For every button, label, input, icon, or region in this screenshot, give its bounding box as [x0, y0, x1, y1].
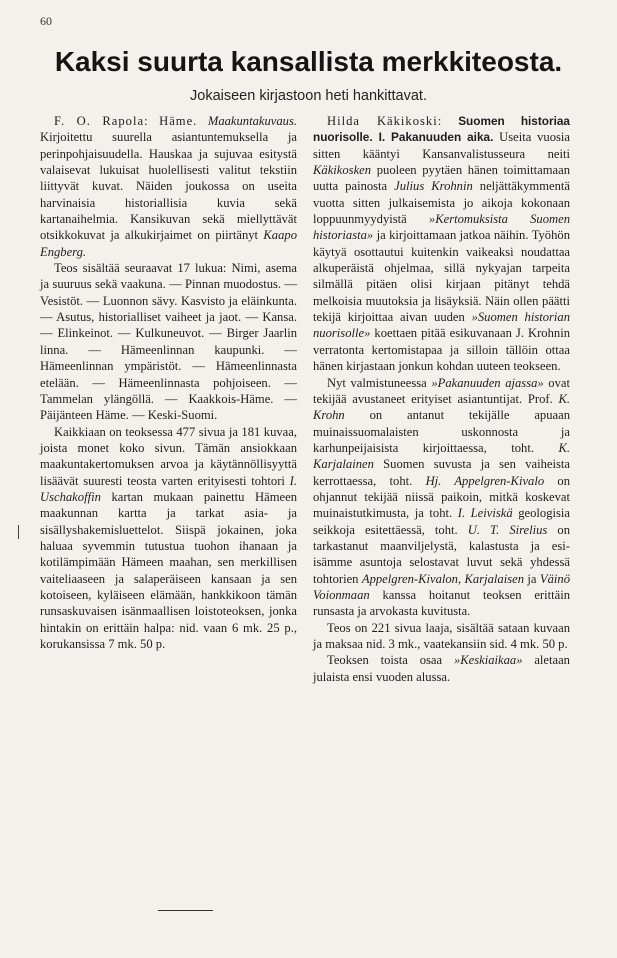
page-number: 60 [40, 14, 52, 28]
rapola-book-description [40, 113, 297, 260]
body-text: Suomen suvusta ja sen vaiheista kerrottaessa, toht. [313, 457, 570, 488]
kakikoski-book-description [313, 113, 570, 375]
body-text: on tarkastanut maanviljelystä, kalastusta ja esi-isämme asuntoja selostavat luvut sekä yhdessä tohtorien [313, 522, 571, 586]
person-name: I. Leiviskä [457, 506, 513, 521]
book-title: Häme. [159, 114, 198, 128]
body-text: ovat tekijää avustaneet erityiset asiantuntijat. Prof. [313, 375, 570, 406]
person-name: U. T. Sirelius [467, 522, 548, 537]
contributors-paragraph [313, 375, 570, 620]
body-text: Teoksen toista osaa [327, 653, 454, 668]
person-name: I. Uschakoffin [40, 473, 297, 504]
next-volume-paragraph [313, 652, 570, 685]
body-text: aletaan julaista ensi vuoden alussa. [313, 653, 570, 684]
book-title: Suomen historiaa nuorisolle. I. Pakanuuden aika. [313, 114, 570, 145]
body-text: Kirjoitettu suurella asiantuntemuksella ja perinpohjaisuudella. Hauskaa ja sujuvaa esitystä valaisevat lukuisat huolellisesti valitut tekstiin liittyvät kuvat. Näiden joukossa on useita harvinaisia historiallisia kuvia sekä kartanaihelmia. Kansikuvan sekä miellyttävät otsikkokuvat ja alkukirjaimet on piirtänyt [40, 130, 297, 243]
body-text: Useita vuosia sitten kääntyi Kansanvalistusseura neiti [313, 130, 570, 161]
author-name: F. O. Rapola: [54, 114, 149, 128]
work-title: »Kertomuksista Suomen historiasta» [313, 212, 570, 243]
work-title: »Keskiaikaa» [453, 653, 523, 668]
body-text: on ohjannut tekijää niissä paikoin, mitkä koskevat muinaistutkimusta, ja toht. [313, 473, 571, 521]
person-name: K. Karjalainen [313, 440, 570, 472]
person-name: Väinö Voionmaan [313, 571, 571, 602]
body-text: geologisia seikkoja esitettäessä, toht. [313, 506, 570, 537]
rapola-summary [40, 424, 297, 653]
article-subtitle: Jokaiseen kirjastoon heti hankittavat. [190, 88, 427, 104]
right-column [313, 113, 570, 685]
article-title: Kaksi suurta kansallista merkkiteosta. [54, 46, 563, 77]
section-divider [158, 910, 213, 911]
person-name: Käkikosken [313, 163, 372, 178]
body-text: Kaikkiaan on teoksessa 477 sivua ja 181 kuvaa, joista monet koko sivun. Tämän ansiokkaan maakuntakertomuksen arvoa ja käytännöllisyyttä lisäävät suuresti teosta varten erityisesti tohtori [40, 424, 297, 488]
body-text: ja [524, 571, 540, 586]
person-name: Appelgren-Kivalon, Karjalaisen [361, 571, 524, 586]
book-series: Maakuntakuvaus. [207, 114, 298, 128]
body-text: ja kirjoittamaan jatkoa näihin. Työhön käytyä osottautui kuitenkin vaikeaksi noudattaa alkuperäistä ohjelmaa, sillä nykyajan tarpeita silmällä pitäen olisi kirjaan pitänyt tehdä melkoisia muutoksia ja lisäyksiä. Näin ollen päätti tekijä kirjoittaa aivan uuden [313, 228, 570, 325]
left-column [40, 113, 297, 652]
body-text: Nyt valmistuneessa [327, 375, 432, 390]
author-name: Hilda Käkikoski: [327, 114, 443, 128]
body-text: neljättäkymmentä vuotta sitten julkaisemista jo aikoja kokonaan loppuunmyydyistä [313, 179, 570, 227]
body-text: koettaen pitää esikuvanaan J. Krohnin verratonta kertomistapaa ja silloin tällöin ottaa hänen kirjastaan jonkun kohdan uuteen teokseen. [313, 326, 570, 374]
body-text: kanssa hoitanut teoksen erittäin runsasta ja arvokasta kuvitusta. [313, 587, 570, 619]
work-title: »Suomen historian nuorisolle» [313, 310, 571, 341]
person-name: Julius Krohnin [394, 179, 473, 194]
work-title: »Pakanuuden ajassa» [431, 375, 544, 390]
body-text: kartan mukaan painettu Hämeen maakunnan kartta ja tarkat asia- ja sisällyshakemisluettelot. Siispä jokainen, joka haluaa syvemmin tutustua tuohon ihanaan ja kotilämpimään Hämeen maahan, sen merkillisen vaiteliaaseen ja salaperäiseen kansaan ja sen kotoiseen, kyläiseen elämään, hankkikoon tämän runsaskuvaisen isänmaallisen loistoteoksen, jonka hintakin on erittäin halpa: nid. vaan 6 mk. 25 p., korukansissa 7 mk. 50 p. [40, 489, 297, 651]
margin-mark [18, 525, 19, 539]
body-text: on antanut tekijälle apuaan muinaissuomalaisten uskonnosta ja karhunpeijaisista kirjoittaessa, toht. [313, 408, 570, 455]
chapter-list: Teos sisältää seuraavat 17 lukua: Nimi, asema ja suuruus sekä vaakuna. — Pinnan muodostus. — Vesistöt. — Luonnon sävy. Kasvisto ja eläinkunta. — Asutus, historialliset vaiheet ja jaot. — Kansa. — Elinkeinot. — Kulkuneuvot. — Birger Jaarlin linna. — Hämeenlinnan kaupunki. — Hämeenlinnan ympäristöt. — Hämeenlinnasta etelään. — Hämeenlinnasta pohjoiseen. — Tammelan ylängöllä. — Kaakkois-Häme. — Päijänteen Häme. — Keski-Suomi. [40, 261, 297, 423]
body-text: puoleen pyytäen hänen toimittamaan uutta painosta [313, 163, 570, 194]
artist-name: Kaapo Engberg. [40, 228, 297, 259]
price-paragraph: Teos on 221 sivua laaja, sisältää sataan kuvaan ja maksaa nid. 3 mk., vaatekansiin sid. 4 mk. 50 p. [313, 620, 570, 651]
person-name: K. Krohn [313, 391, 570, 423]
person-name: Hj. Appelgren-Kivalo [425, 473, 545, 488]
